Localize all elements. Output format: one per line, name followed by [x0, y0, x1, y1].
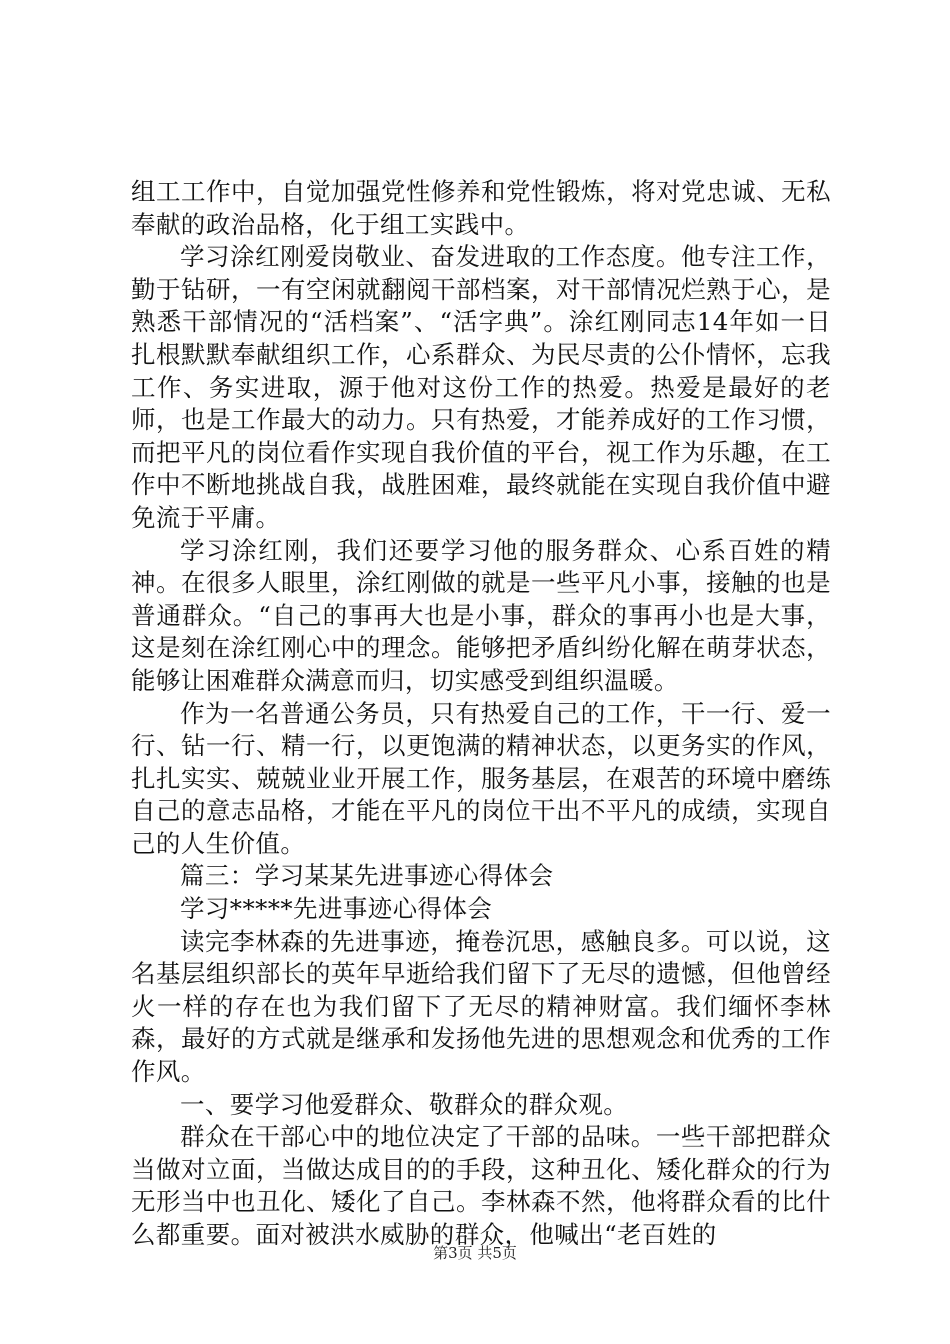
- paragraph-civil-servant: 作为一名普通公务员，只有热爱自己的工作，干一行、爱一行、钻一行、精一行，以更饱满的精神状态，以更务实的作风，扎扎实实、兢兢业业开展工作，服务基层，在艰苦的环境中磨练自己的意志品格，才能在平凡的岗位干出不平凡的成绩，实现自己的人生价值。: [131, 698, 831, 858]
- point-one-heading: 一、要学习他爱群众、敬群众的群众观。: [180, 1089, 629, 1119]
- paragraph-continuation: 组工工作中，自觉加强党性修养和党性锻炼，将对党忠诚、无私奉献的政治品格，化于组工实践中。: [131, 177, 831, 239]
- paragraph-serve-people: 学习涂红刚，我们还要学习他的服务群众、心系百姓的精神。在很多人眼里，涂红刚做的就是一些平凡小事，接触的也是普通群众。“自己的事再大也是小事，群众的事再小也是大事，这是刻在涂红刚心中的理念。能够把矛盾纠纷化解在萌芽状态，能够让困难群众满意而归，切实感受到组织温暖。: [131, 535, 831, 695]
- paragraph-masses-view: 群众在干部心中的地位决定了干部的品味。一些干部把群众当做对立面，当做达成目的的手段，这种丑化、矮化群众的行为无形当中也丑化、矮化了自己。李林森不然，他将群众看的比什么都重要。面对被洪水威胁的群众，他喊出“老百姓的: [131, 1122, 831, 1249]
- document-body: [131, 176, 831, 1252]
- paragraph-work-attitude: 学习涂红刚爱岗敬业、奋发进取的工作态度。他专注工作，勤于钻研，一有空闲就翻阅干部档案，对干部情况烂熟于心，是熟悉干部情况的“活档案”、“活字典”。涂红刚同志14年如一日扎根默默奉献组织工作，心系群众、为民尽责的公仆情怀，忘我工作、务实进取，源于他对这份工作的热爱。热爱是最好的老师，也是工作最大的动力。只有热爱，才能养成好的工作习惯，而把平凡的岗位看作实现自我价值的平台，视工作为乐趣，在工作中不断地挑战自我，战胜困难，最终就能在实现自我价值中避免流于平庸。: [131, 242, 831, 532]
- section-heading: 篇三：学习某某先进事迹心得体会: [180, 861, 554, 891]
- page-number-footer: 第3页 共5页: [433, 1244, 517, 1262]
- article-title: 学习*****先进事迹心得体会: [180, 894, 493, 924]
- paragraph-reading-reflection: 读完李林森的先进事迹，掩卷沉思，感触良多。可以说，这名基层组织部长的英年早逝给我们留下了无尽的遗憾，但他曾经火一样的存在也为我们留下了无尽的精神财富。我们缅怀李林森，最好的方式就是继承和发扬他先进的思想观念和优秀的工作作风。: [131, 926, 831, 1087]
